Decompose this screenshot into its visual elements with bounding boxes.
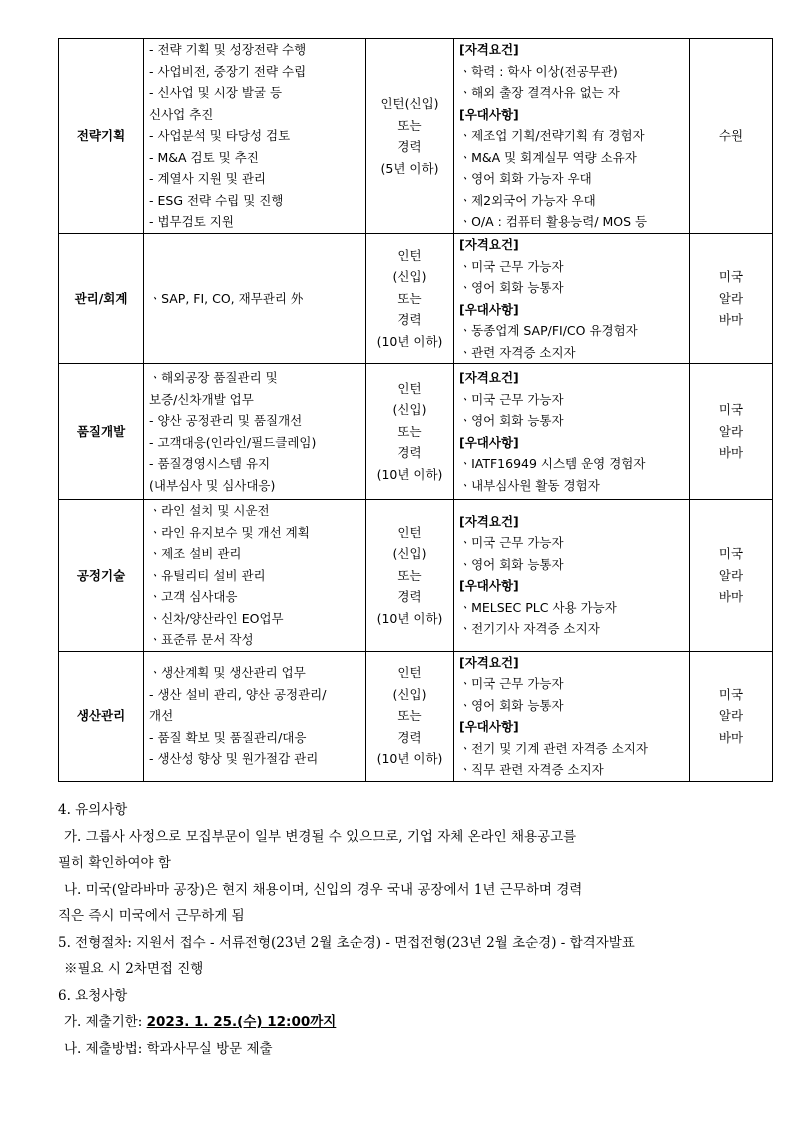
requirements-cell xyxy=(454,364,690,500)
dept-cell: 품질개발 xyxy=(59,364,144,500)
location-line: 미국 xyxy=(718,546,744,561)
preference-line: ㆍ전기기사 자격증 소지자 xyxy=(459,621,600,637)
hire-type-cell xyxy=(366,39,454,234)
dept-cell: 생산관리 xyxy=(59,651,144,781)
requirements-cell xyxy=(454,500,690,652)
requirement-line: ㆍ해외 출장 결격사유 없는 자 xyxy=(459,85,620,101)
job-postings-table xyxy=(58,38,773,782)
deadline-label: 가. 제출기한: xyxy=(64,1014,147,1030)
hire-type-line: 또는 xyxy=(397,423,422,439)
requirement-line: ㆍ미국 근무 가능자 xyxy=(459,535,564,551)
hire-type-line: (5년 이하) xyxy=(380,160,439,176)
requirement-line: ㆍ미국 근무 가능자 xyxy=(459,391,564,407)
deadline-line xyxy=(58,1009,758,1036)
location-line: 알라 xyxy=(718,423,744,439)
requirements-cell xyxy=(454,39,690,234)
hire-type-line: 또는 xyxy=(397,290,422,306)
duty-line: ㆍ해외공장 품질관리 및 xyxy=(149,370,278,385)
preference-line: ㆍ전기 및 기계 관련 자격증 소지자 xyxy=(459,740,648,756)
duty-line: ㆍ라인 유지보수 및 개선 계획 xyxy=(149,524,310,540)
location-line: 수원 xyxy=(718,128,744,144)
duty-line: ㆍSAP, FI, CO, 재무관리 外 xyxy=(149,290,304,306)
requirement-line: ㆍ영어 회화 능통자 xyxy=(459,413,564,428)
duties-cell xyxy=(144,39,366,234)
hire-type-line: 인턴 xyxy=(397,665,422,681)
preferences-heading: [우대사항] xyxy=(459,434,519,450)
dept-cell: 공정기술 xyxy=(59,500,144,652)
preference-line: ㆍMELSEC PLC 사용 가능자 xyxy=(459,599,617,615)
duty-line: - 고객대응(인라인/필드클레임) xyxy=(149,434,317,450)
requirements-cell xyxy=(454,234,690,364)
location-line: 바마 xyxy=(718,729,744,745)
preference-line: ㆍ관련 자격증 소지자 xyxy=(459,344,576,360)
duty-line: - 신사업 및 시장 발굴 등 xyxy=(149,85,283,101)
preference-line: ㆍM&A 및 회계실무 역량 소유자 xyxy=(459,149,637,165)
location-line: 알라 xyxy=(718,290,744,306)
section-5-process: 5. 전형절차: 지원서 접수 - 서류전형(23년 2월 초순경) - 면접전형(23년 2월 초순경) - 합격자발표 xyxy=(58,934,635,951)
duty-line: - M&A 검토 및 추진 xyxy=(149,149,259,165)
location-cell xyxy=(690,39,773,234)
duty-line: ㆍ신차/양산라인 EO업무 xyxy=(149,610,284,626)
location-line: 바마 xyxy=(718,445,744,461)
duty-line: - 전략 기획 및 성장전략 수행 xyxy=(149,42,307,58)
deadline-value: 2023. 1. 25.(수) 12:00까지 xyxy=(146,1014,337,1030)
duties-cell xyxy=(144,500,366,652)
preferences-heading: [우대사항] xyxy=(459,106,519,122)
location-line: 미국 xyxy=(718,686,744,702)
duty-line: - ESG 전략 수립 및 진행 xyxy=(149,192,284,208)
table-row xyxy=(59,500,773,652)
hire-type-line: (10년 이하) xyxy=(376,333,443,349)
hire-type-line: (신입) xyxy=(392,686,427,702)
duty-line: ㆍ제조 설비 관리 xyxy=(149,546,242,561)
preference-line: ㆍIATF16949 시스템 운영 경험자 xyxy=(459,456,646,471)
hire-type-line: 경력 xyxy=(397,445,422,461)
preference-line: ㆍ동종업계 SAP/FI/CO 유경험자 xyxy=(459,323,638,338)
requirements-heading: [자격요건] xyxy=(459,513,519,529)
location-line: 바마 xyxy=(718,589,744,604)
location-cell xyxy=(690,651,773,781)
hire-type-line: (10년 이하) xyxy=(376,466,443,482)
location-cell xyxy=(690,500,773,652)
location-cell xyxy=(690,234,773,364)
hire-type-line: 또는 xyxy=(397,567,422,583)
hire-type-line: (신입) xyxy=(392,546,427,561)
hire-type-line: 인턴 xyxy=(397,524,422,540)
notes-section xyxy=(58,797,758,1062)
duty-line: - 계열사 지원 및 관리 xyxy=(149,171,267,187)
duty-line: 보증/신차개발 업무 xyxy=(149,391,254,407)
hire-type-line: (신입) xyxy=(392,402,427,418)
duty-line: (내부심사 및 심사대응) xyxy=(149,477,276,493)
requirements-heading: [자격요건] xyxy=(459,42,519,58)
location-line: 미국 xyxy=(718,269,744,285)
hire-type-cell xyxy=(366,500,454,652)
hire-type-line: 경력 xyxy=(397,589,422,604)
section-4-title: 4. 유의사항 xyxy=(58,802,128,818)
requirements-heading: [자격요건] xyxy=(459,370,519,385)
duty-line: ㆍ고객 심사대응 xyxy=(149,589,238,604)
location-line: 미국 xyxy=(718,402,744,418)
submission-method: 나. 제출방법: 학과사무실 방문 제출 xyxy=(64,1040,273,1057)
hire-type-line: 경력 xyxy=(397,139,422,154)
note-a-line2: 필히 확인하여야 함 xyxy=(58,855,171,871)
note-b-line1: 나. 미국(알라바마 공장)은 현지 채용이며, 신입의 경우 국내 공장에서 1년 근무하며 경력 xyxy=(64,881,583,898)
requirement-line: ㆍ영어 회화 능통자 xyxy=(459,280,564,295)
preferences-heading: [우대사항] xyxy=(459,719,519,734)
duty-line: - 사업비전, 중장기 전략 수립 xyxy=(149,63,307,79)
preference-line: ㆍO/A : 컴퓨터 활용능력/ MOS 등 xyxy=(459,214,648,230)
note-a-line1: 가. 그룹사 사정으로 모집부문이 일부 변경될 수 있으므로, 기업 자체 온라인 채용공고를 xyxy=(64,828,577,845)
duties-cell xyxy=(144,234,366,364)
table-row xyxy=(59,651,773,781)
hire-type-line: 또는 xyxy=(397,708,422,724)
hire-type-cell xyxy=(366,651,454,781)
note-b-line2: 직은 즉시 미국에서 근무하게 됨 xyxy=(58,908,245,924)
requirements-heading: [자격요건] xyxy=(459,237,519,252)
duty-line: 개선 xyxy=(149,708,174,724)
preference-line: ㆍ제조업 기획/전략기획 有 경험자 xyxy=(459,128,645,144)
location-line: 바마 xyxy=(718,312,744,328)
hire-type-line: (신입) xyxy=(392,269,427,285)
hire-type-line: (10년 이하) xyxy=(376,610,443,626)
duty-line: ㆍ라인 설치 및 시운전 xyxy=(149,503,270,518)
preference-line: ㆍ제2외국어 가능자 우대 xyxy=(459,192,596,208)
requirement-line: ㆍ미국 근무 가능자 xyxy=(459,258,564,274)
requirement-line: ㆍ영어 회화 능통자 xyxy=(459,556,564,572)
location-line: 알라 xyxy=(718,567,744,583)
duties-cell xyxy=(144,651,366,781)
preference-line: ㆍ직무 관련 자격증 소지자 xyxy=(459,762,604,777)
dept-cell: 전략기획 xyxy=(59,39,144,234)
duty-line: - 품질 확보 및 품질관리/대응 xyxy=(149,729,307,745)
preferences-heading: [우대사항] xyxy=(459,301,519,317)
hire-type-line: (10년 이하) xyxy=(376,751,443,767)
requirements-heading: [자격요건] xyxy=(459,654,519,670)
hire-type-line: 경력 xyxy=(397,312,422,328)
duty-line: - 품질경영시스템 유지 xyxy=(149,456,271,471)
preference-line: ㆍ영어 회화 가능자 우대 xyxy=(459,171,592,187)
duties-cell xyxy=(144,364,366,500)
requirement-line: ㆍ영어 회화 능통자 xyxy=(459,697,564,713)
requirements-cell xyxy=(454,651,690,781)
duty-line: ㆍ표준류 문서 작성 xyxy=(149,632,254,647)
hire-type-line: 경력 xyxy=(397,729,422,745)
duty-line: 신사업 추진 xyxy=(149,106,214,122)
duty-line: - 생산성 향상 및 원가절감 관리 xyxy=(149,751,319,767)
duty-line: ㆍ생산계획 및 생산관리 업무 xyxy=(149,665,306,681)
preference-line: ㆍ내부심사원 활동 경험자 xyxy=(459,477,600,493)
section-5-note: ※필요 시 2차면접 진행 xyxy=(64,961,204,977)
hire-type-line: 인턴 xyxy=(397,380,422,396)
location-line: 알라 xyxy=(718,708,744,724)
hire-type-line: 인턴 xyxy=(397,247,422,263)
table-row xyxy=(59,364,773,500)
requirement-line: ㆍ미국 근무 가능자 xyxy=(459,676,564,691)
duty-line: - 양산 공정관리 및 품질개선 xyxy=(149,413,303,428)
requirement-line: ㆍ학력 : 학사 이상(전공무관) xyxy=(459,63,618,79)
dept-cell: 관리/회계 xyxy=(59,234,144,364)
preferences-heading: [우대사항] xyxy=(459,578,519,594)
hire-type-cell xyxy=(366,364,454,500)
duty-line: - 법무검토 지원 xyxy=(149,214,234,230)
hire-type-line: 인턴(신입) xyxy=(380,96,439,111)
table-row xyxy=(59,39,773,234)
duty-line: - 사업분석 및 타당성 검토 xyxy=(149,128,291,144)
section-6-title: 6. 요청사항 xyxy=(58,987,128,1004)
duty-line: - 생산 설비 관리, 양산 공정관리/ xyxy=(149,686,327,702)
hire-type-cell xyxy=(366,234,454,364)
location-cell xyxy=(690,364,773,500)
duty-line: ㆍ유틸리티 설비 관리 xyxy=(149,567,266,583)
hire-type-line: 또는 xyxy=(397,117,422,133)
table-row xyxy=(59,234,773,364)
